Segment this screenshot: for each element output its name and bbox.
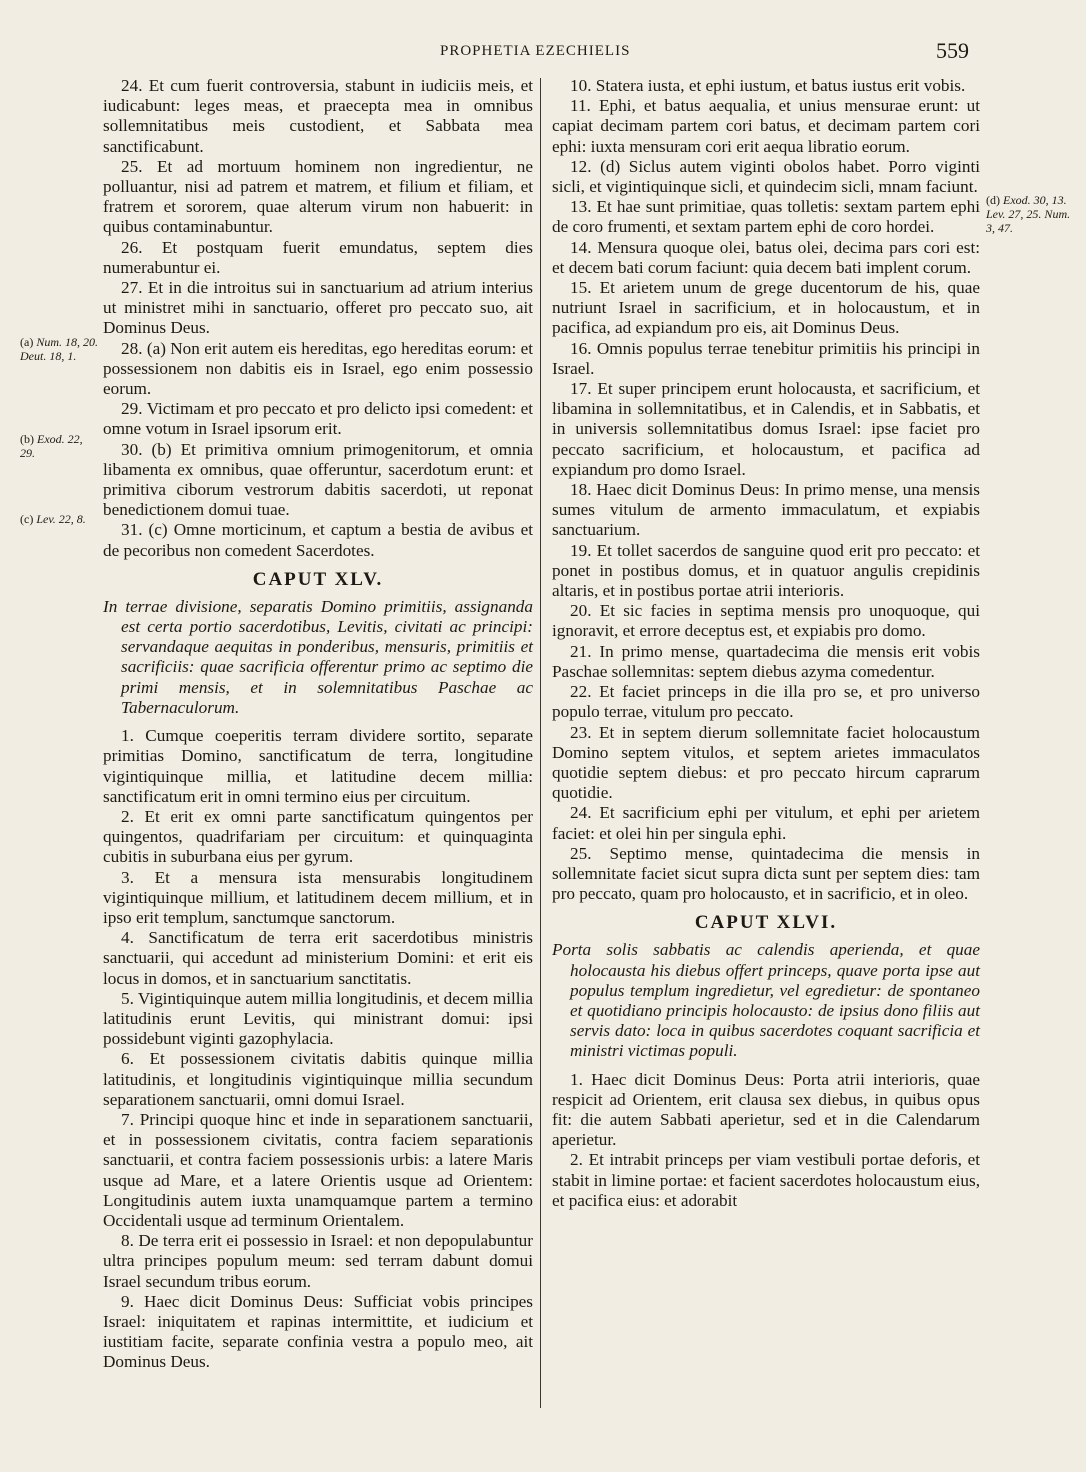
note-text: Lev. 22, 8. [36,512,86,526]
verse: 15. Et arietem unum de grege ducentorum de his, quae nutriunt Israel in sacrificium, et in holocaustum, et in pacifica, ad expiandum pro eis, ait Dominus Deus. [552,278,980,338]
running-title: PROPHETIA EZECHIELIS [440,43,631,59]
verse: 24. Et cum fuerit controversia, stabunt in iudiciis meis, et iudicabunt: leges meas, et praecepta mea in omnibus sollemnitatibus meis custodient, et Sabbata mea sanctificabunt. [103,76,533,156]
verse: 30. (b) Et primitiva omnium primogenitorum, et omnia libamenta ex omnibus, quae offeruntur, sacerdotum erunt: et primitiva ciborum vestrorum dabitis sacerdoti, ut reponat benedictionem domui tuae. [103,439,533,520]
note-text: Exod. 30, 13. Lev. 27, 25. Num. 3, 47. [986,193,1071,235]
verse: 11. Ephi, et batus aequalia, et unius mensurae erunt: ut capiat decimam partem cori batus, et decimam partem cori ephi: iuxta mensuram cori erit aequa libratio eorum. [552,96,980,156]
verse: 1. Cumque coeperitis terram dividere sortito, separate primitias Domino, sanctificatum de terra, longitudine vigintiquinque millia, et latitudine decem millia: sanctificatum erit in omni termino eius per circuitum. [103,726,533,806]
verse: 22. Et faciet princeps in die illa pro se, et pro universo populo terrae, vitulum pro peccato. [552,682,980,722]
verse: 19. Et tollet sacerdos de sanguine quod erit pro peccato: et ponet in postibus domus, et in quatuor angulis crepidinis altaris, et in postibus portae atrii interioris. [552,540,980,601]
verse: 27. Et in die introitus sui in sanctuarium ad atrium interius ut ministret mihi in sanctuario, offeret pro peccato suo, ait Dominus Deus. [103,278,533,338]
verse: 29. Victimam et pro peccato et pro delicto ipsi comedent: et omne votum in Israel ipsorum erit. [103,399,533,439]
right-column [552,76,980,1211]
page-header [0,40,1086,64]
chapter-summary: In terrae divisione, separatis Domino primitiis, assignanda est certa portio sacerdotibus, Levitis, civitati ac principi: servandaque aequitas in ponderibus, mensuris, primitiis et sacrificiis: quae sacrificia offerentur primo ac septimo die primi mensis, et in solemnitatibus Paschae ac Tabernaculorum. [103,596,533,717]
verse: 25. Septimo mense, quintadecima die mensis in sollemnitate faciet sicut supra dicta sunt per septem dies: tam pro peccato, quam pro holocausto, et in sacrificio, et in oleo. [552,843,980,904]
verse: 6. Et possessionem civitatis dabitis quinque millia latitudinis, et longitudinis vigintiquinque millia secundum separationem sanctuarii, omni domui Israel. [103,1049,533,1109]
verse: 10. Statera iusta, et ephi iustum, et batus iustus erit vobis. [570,76,966,95]
left-column [103,76,533,1373]
note-ref: (b) [20,432,34,446]
column-divider [540,78,541,1408]
verse: 25. Et ad mortuum hominem non ingredientur, ne polluantur, nisi ad patrem et matrem, et filium et filiam, et fratrem et sororem, quae alterum virum non habuerit: in quibus contaminabuntur. [103,156,533,237]
verse: 14. Mensura quoque olei, batus olei, decima pars cori est: et decem bati corum faciunt: quia decem bati implent corum. [552,237,980,277]
verse: 4. Sanctificatum de terra erit sacerdotibus ministris sanctuarii, qui accedunt ad ministerium Domini: et erit eis locus in domos, et in sanctuarium sanctitatis. [103,928,533,988]
verse: 8. De terra erit ei possessio in Israel: et non depopulabuntur ultra principes populum meum: sed terram dabunt domui Israel secundum tribus eorum. [103,1231,533,1291]
verse: 21. In primo mense, quartadecima die mensis erit vobis Paschae sollemnitas: septem diebus azyma comedentur. [552,641,980,681]
verse: 2. Et intrabit princeps per viam vestibuli portae deforis, et stabit in limine portae: et facient sacerdotes holocaustum eius, et pacifica eius: et adorabit [552,1150,980,1210]
verse: 31. (c) Omne morticinum, et captum a bestia de avibus et de pecoribus non comedent Sacerdotes. [103,520,533,560]
verse: 3. Et a mensura ista mensurabis longitudinem vigintiquinque millium, et latitudinem decem millium, et in ipso erit templum, sanctumque sanctorum. [103,867,533,927]
verse: 12. (d) Siclus autem viginti obolos habet. Porro viginti sicli, et vigintiquinque sicli, et quindecim sicli, mnam faciunt. [552,156,980,197]
verse: 28. (a) Non erit autem eis hereditas, ego hereditas eorum: et possessionem non dabitis eis in Israel, ego enim possessio eorum. [103,338,533,399]
verse: 13. Et hae sunt primitiae, quas tolletis: sextam partem ephi de coro frumenti, et sextam partem ephi de coro hordei. [552,197,980,237]
verse: 7. Principi quoque hinc et inde in separationem sanctuarii, et in possessionem civitatis, contra faciem separationis sanctuarii, et contra faciem possessionis urbis: a latere Maris usque ad Mare, et a latere Orientis usque ad Orientem: Longitudinis autem iuxta unamquamque partem a termino Occidentali usque ad terminum Orientalem. [103,1109,533,1230]
chapter-heading: CAPUT XLV. [252,568,384,590]
margin-note [986,193,1076,235]
note-ref: (a) [20,335,34,349]
chapter-heading: CAPUT XLVI. [694,912,838,934]
note-text: Exod. 22, 29. [20,432,83,460]
verse: 26. Et postquam fuerit emundatus, septem dies numerabuntur ei. [103,237,533,277]
margin-note [20,335,98,363]
note-text: Num. 18, 20. Deut. 18, 1. [20,335,98,363]
chapter-summary: Porta solis sabbatis ac calendis aperienda, et quae holocausta his diebus offert princeps, quave porta ipse aut populus templum ingredietur, vel egredietur: de spontaneo et quotidiano principis holocausto: de ipsius dono filiis aut servis dato: loca in quibus sacerdotes coquant sacrificia et ministri victimas populi. [552,940,980,1061]
note-ref: (c) [20,512,34,526]
margin-note [20,432,98,460]
margin-note [20,512,98,526]
page-number: 559 [936,38,969,63]
verse: 16. Omnis populus terrae tenebitur primitiis his principi in Israel. [552,338,980,378]
verse: 23. Et in septem dierum sollemnitate faciet holocaustum Domino septem vitulos, et septem arietes immaculatos quotidie septem diebus: et pro peccato hircum caprarum quotidie. [552,722,980,803]
verse: 1. Haec dicit Dominus Deus: Porta atrii interioris, quae respicit ad Orientem, erit clausa sex diebus, in quibus opus fit: die autem Sabbati aperietur, sed et in die Calendarum aperietur. [552,1069,980,1150]
verse: 18. Haec dicit Dominus Deus: In primo mense, una mensis sumes vitulum de armento immaculatum, et expiabis sanctuarium. [552,480,980,540]
verse: 9. Haec dicit Dominus Deus: Sufficiat vobis principes Israel: iniquitatem et rapinas intermittite, et iudicium et iustitiam facite, separate confinia vestra a populo meo, ait Dominus Deus. [103,1291,533,1372]
note-ref: (d) [986,193,1000,207]
verse: 2. Et erit ex omni parte sanctificatum quingentos per quingentos, quadrifariam per circuitum: et quinquaginta cubitis in suburbana eius per gyrum. [103,806,533,867]
verse: 17. Et super principem erunt holocausta, et sacrificium, et libamina in sollemnitatibus, et in Calendis, et in Sabbatis, et in universis sollemnitatibus domus Israel: ipse faciet pro peccato sacrificium, et holocaustum, et pacifica ad expiandum pro domo Israel. [552,379,980,479]
verse: 5. Vigintiquinque autem millia longitudinis, et decem millia latitudinis erunt Levitis, qui ministrant domui: ipsi possidebunt viginti gazophylacia. [103,988,533,1049]
verse: 20. Et sic facies in septima mensis pro unoquoque, qui ignoravit, et errore deceptus est, et expiabis pro domo. [552,601,980,641]
verse: 24. Et sacrificium ephi per vitulum, et ephi per arietem faciet: et olei hin per singula ephi. [552,803,980,843]
